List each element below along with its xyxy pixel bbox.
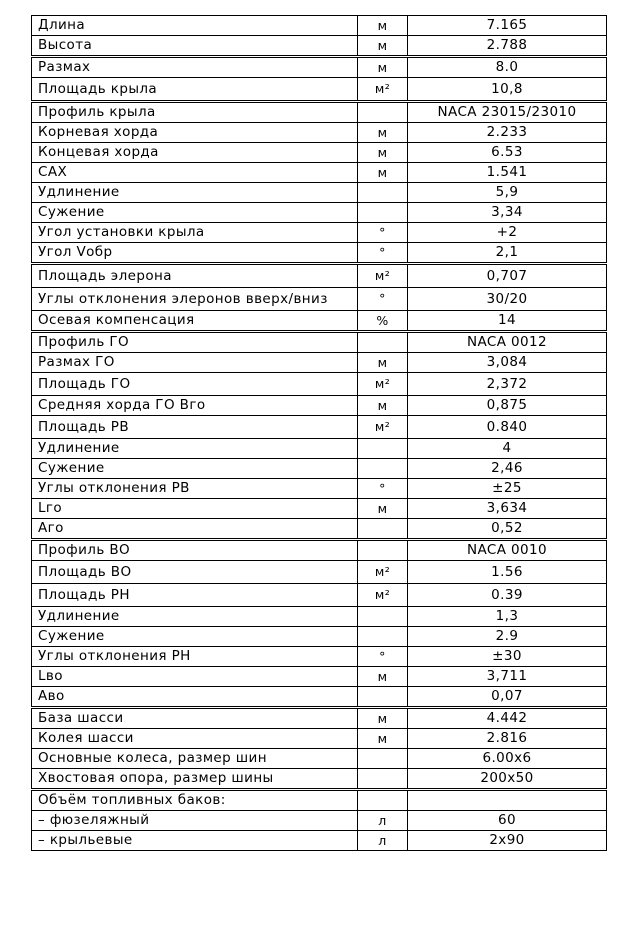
table-row [32, 687, 607, 708]
table-row [32, 203, 607, 223]
table-row [32, 223, 607, 243]
param-name: Площадь крыла [32, 78, 358, 102]
param-name: Объём топливных баков: [32, 790, 358, 811]
param-unit [358, 687, 408, 708]
table-row [32, 243, 607, 264]
param-value: 4 [408, 439, 607, 459]
param-value: NACA 0012 [408, 332, 607, 353]
table-row [32, 811, 607, 831]
param-unit: м² [358, 584, 408, 607]
param-name: Углы отклонения РВ [32, 479, 358, 499]
param-value: 7.165 [408, 16, 607, 36]
param-unit: ° [358, 288, 408, 311]
param-value: 2.816 [408, 729, 607, 749]
table-row [32, 353, 607, 373]
param-value: 5,9 [408, 183, 607, 203]
param-name: Площадь РВ [32, 416, 358, 439]
param-name: Высота [32, 36, 358, 57]
param-unit [358, 769, 408, 790]
param-value: 2,1 [408, 243, 607, 264]
param-value [408, 790, 607, 811]
table-row [32, 499, 607, 519]
param-value: 0.39 [408, 584, 607, 607]
param-unit: л [358, 831, 408, 851]
table-row [32, 57, 607, 78]
param-unit [358, 627, 408, 647]
param-name: Lво [32, 667, 358, 687]
param-name: Площадь элерона [32, 264, 358, 288]
param-unit: м² [358, 416, 408, 439]
param-name: Сужение [32, 459, 358, 479]
param-unit: ° [358, 479, 408, 499]
table-row [32, 708, 607, 729]
param-value: NACA 0010 [408, 540, 607, 561]
param-name: Размах ГО [32, 353, 358, 373]
param-unit: ° [358, 223, 408, 243]
table-row [32, 561, 607, 584]
param-name: Корневая хорда [32, 123, 358, 143]
table-row [32, 396, 607, 416]
param-unit: м [358, 396, 408, 416]
param-value: ±25 [408, 479, 607, 499]
table-row [32, 264, 607, 288]
param-name: Удлинение [32, 183, 358, 203]
param-unit: м² [358, 373, 408, 396]
param-name: Углы отклонения элеронов вверх/вниз [32, 288, 358, 311]
param-name: – крыльевые [32, 831, 358, 851]
param-unit [358, 519, 408, 540]
param-name: Удлинение [32, 607, 358, 627]
param-name: База шасси [32, 708, 358, 729]
table-row [32, 749, 607, 769]
param-unit: м [358, 123, 408, 143]
param-unit [358, 203, 408, 223]
table-row [32, 769, 607, 790]
param-value: 0.840 [408, 416, 607, 439]
param-name: Угол Vобр [32, 243, 358, 264]
param-name: Сужение [32, 627, 358, 647]
param-name: – фюзеляжный [32, 811, 358, 831]
table-row [32, 143, 607, 163]
param-value: 1,3 [408, 607, 607, 627]
param-value: 1.56 [408, 561, 607, 584]
table-row [32, 36, 607, 57]
table-row [32, 439, 607, 459]
param-value: 0,52 [408, 519, 607, 540]
param-value: 60 [408, 811, 607, 831]
param-unit: ° [358, 243, 408, 264]
param-unit: м [358, 16, 408, 36]
param-value: 2.9 [408, 627, 607, 647]
param-unit: м [358, 163, 408, 183]
table-row [32, 183, 607, 203]
param-name: Средняя хорда ГО Вго [32, 396, 358, 416]
param-unit: м [358, 57, 408, 78]
table-row [32, 288, 607, 311]
param-unit: м² [358, 561, 408, 584]
param-unit: м [358, 499, 408, 519]
param-name: Профиль ГО [32, 332, 358, 353]
param-name: Хвостовая опора, размер шины [32, 769, 358, 790]
param-unit [358, 749, 408, 769]
param-unit: м [358, 667, 408, 687]
param-name: Углы отклонения РН [32, 647, 358, 667]
param-unit [358, 540, 408, 561]
table-row [32, 373, 607, 396]
param-value: 2,372 [408, 373, 607, 396]
param-unit: м² [358, 78, 408, 102]
table-row [32, 102, 607, 123]
param-value: 0,875 [408, 396, 607, 416]
param-value: NACA 23015/23010 [408, 102, 607, 123]
param-name: Площадь РН [32, 584, 358, 607]
param-name: Колея шасси [32, 729, 358, 749]
param-value: +2 [408, 223, 607, 243]
param-unit [358, 439, 408, 459]
table-row [32, 667, 607, 687]
param-unit: м² [358, 264, 408, 288]
param-value: 0,707 [408, 264, 607, 288]
param-unit: л [358, 811, 408, 831]
param-name: Площадь ВО [32, 561, 358, 584]
table-row [32, 16, 607, 36]
param-name: Длина [32, 16, 358, 36]
param-unit: м [358, 36, 408, 57]
table-row [32, 78, 607, 102]
table-row [32, 729, 607, 749]
param-name: Профиль крыла [32, 102, 358, 123]
param-value: 6.53 [408, 143, 607, 163]
param-value: 3,34 [408, 203, 607, 223]
table-row [32, 790, 607, 811]
table-row [32, 123, 607, 143]
param-unit [358, 102, 408, 123]
table-row [32, 479, 607, 499]
param-value: 8.0 [408, 57, 607, 78]
param-value: 6.00x6 [408, 749, 607, 769]
param-name: Удлинение [32, 439, 358, 459]
param-name: Осевая компенсация [32, 311, 358, 332]
table-row [32, 519, 607, 540]
param-value: 200x50 [408, 769, 607, 790]
param-value: 3,084 [408, 353, 607, 373]
param-unit: % [358, 311, 408, 332]
param-value: ±30 [408, 647, 607, 667]
param-value: 1.541 [408, 163, 607, 183]
param-name: Lго [32, 499, 358, 519]
param-name: Угол установки крыла [32, 223, 358, 243]
param-name: Размах [32, 57, 358, 78]
param-unit: ° [358, 647, 408, 667]
param-name: Профиль ВО [32, 540, 358, 561]
specifications-table [31, 15, 607, 851]
param-unit [358, 459, 408, 479]
param-value: 2.233 [408, 123, 607, 143]
param-unit: м [358, 143, 408, 163]
table-row [32, 627, 607, 647]
param-name: Основные колеса, размер шин [32, 749, 358, 769]
table-row [32, 163, 607, 183]
param-value: 3,634 [408, 499, 607, 519]
table-row [32, 332, 607, 353]
param-unit [358, 332, 408, 353]
param-name: Сужение [32, 203, 358, 223]
param-unit: м [358, 708, 408, 729]
param-name: Площадь ГО [32, 373, 358, 396]
table-row [32, 311, 607, 332]
param-name: Аго [32, 519, 358, 540]
table-row [32, 416, 607, 439]
table-row [32, 647, 607, 667]
param-name: САХ [32, 163, 358, 183]
param-value: 30/20 [408, 288, 607, 311]
param-value: 2,46 [408, 459, 607, 479]
param-name: Аво [32, 687, 358, 708]
param-unit: м [358, 729, 408, 749]
param-value: 14 [408, 311, 607, 332]
param-value: 2x90 [408, 831, 607, 851]
table-row [32, 459, 607, 479]
param-name: Концевая хорда [32, 143, 358, 163]
param-unit [358, 183, 408, 203]
param-unit [358, 790, 408, 811]
param-value: 4.442 [408, 708, 607, 729]
param-value: 0,07 [408, 687, 607, 708]
table-row [32, 584, 607, 607]
param-value: 3,711 [408, 667, 607, 687]
table-row [32, 607, 607, 627]
table-row [32, 831, 607, 851]
param-unit [358, 607, 408, 627]
param-value: 10,8 [408, 78, 607, 102]
param-value: 2.788 [408, 36, 607, 57]
table-row [32, 540, 607, 561]
param-unit: м [358, 353, 408, 373]
